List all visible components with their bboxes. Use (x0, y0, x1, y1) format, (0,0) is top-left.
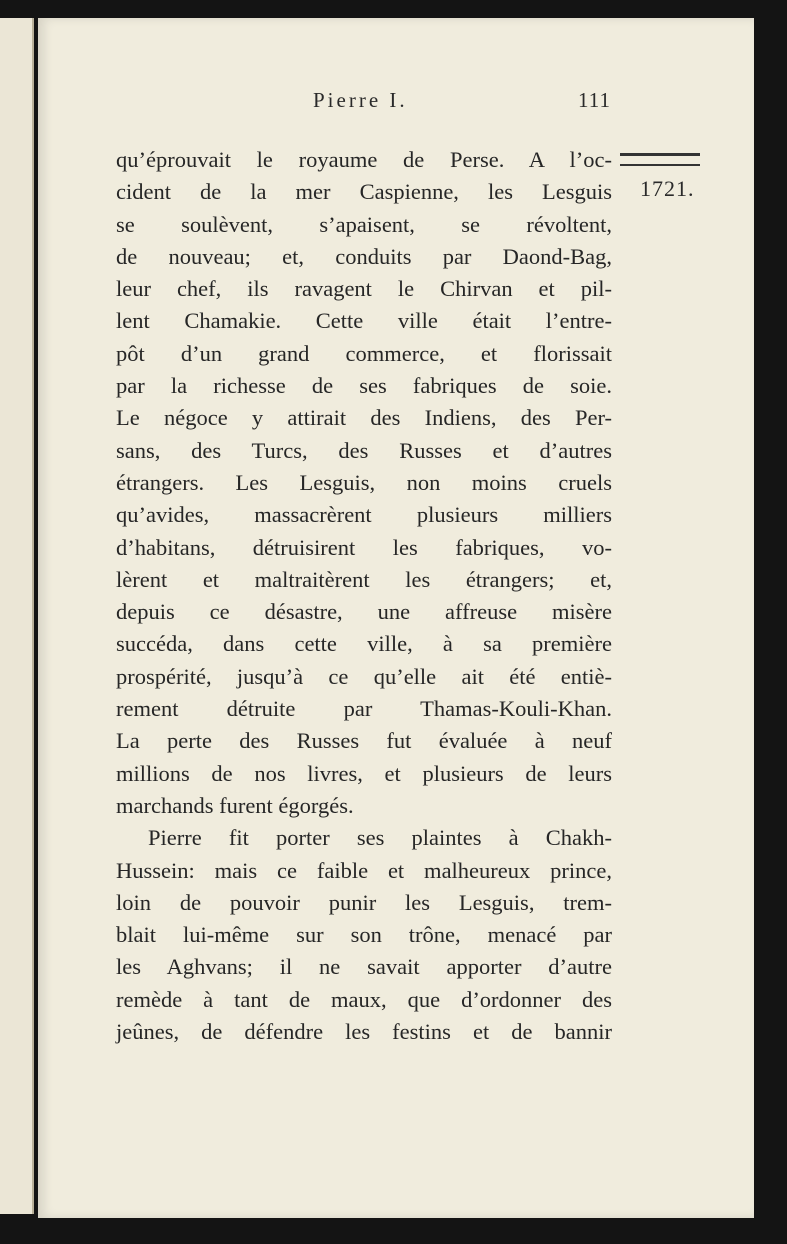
margin-rule (620, 153, 700, 166)
text-line: Pierre fit porter ses plaintes à Chakh- (148, 825, 612, 851)
text-line: loin de pouvoir punir les Lesguis, trem- (116, 889, 612, 915)
text-line: jeûnes, de défendre les festins et de bannir (116, 1019, 612, 1045)
text-line: cident de la mer Caspienne, les Lesguis (116, 179, 612, 205)
text-line: marchands furent égorgés. (116, 792, 354, 818)
text-line: rement détruite par Thamas-Kouli-Khan. (116, 696, 612, 722)
text-line: depuis ce désastre, une affreuse misère (116, 599, 612, 625)
text-line: Hussein: mais ce faible et malheureux prince, (116, 857, 612, 883)
text-line: remède à tant de maux, que d’ordonner des (116, 986, 612, 1012)
text-line: millions de nos livres, et plusieurs de leurs (116, 760, 612, 786)
text-line: pôt d’un grand commerce, et florissait (116, 340, 612, 366)
text-line: qu’avides, massacrèrent plusieurs milliers (116, 502, 612, 528)
text-line: de nouveau; et, conduits par Daond-Bag, (116, 243, 612, 269)
text-line: d’habitans, détruisirent les fabriques, vo- (116, 534, 612, 560)
text-line: sans, des Turcs, des Russes et d’autres (116, 437, 612, 463)
margin-year: 1721. (640, 176, 695, 201)
text-line: leur chef, ils ravagent le Chirvan et pil- (116, 276, 612, 302)
body-text (116, 144, 612, 1048)
page-number: 111 (578, 88, 611, 112)
facing-page-edge (0, 18, 34, 1214)
text-line: Le négoce y attirait des Indiens, des Per- (116, 405, 612, 431)
text-line: lent Chamakie. Cette ville était l’entre- (116, 308, 612, 334)
text-line: étrangers. Les Lesguis, non moins cruels (116, 469, 612, 495)
text-line: blait lui-même sur son trône, menacé par (116, 922, 612, 948)
text-line: par la richesse de ses fabriques de soie. (116, 373, 612, 399)
text-line: qu’éprouvait le royaume de Perse. A l’oc- (116, 147, 612, 172)
running-head-title: Pierre I. (313, 88, 408, 112)
text-line: prospérité, jusqu’à ce qu’elle ait été entiè- (116, 663, 612, 689)
running-head (38, 88, 754, 118)
text-line: lèrent et maltraitèrent les étrangers; et, (116, 566, 612, 592)
text-line: La perte des Russes fut évaluée à neuf (116, 728, 612, 754)
text-line: se soulèvent, s’apaisent, se révoltent, (116, 211, 612, 237)
text-line: les Aghvans; il ne savait apporter d’autre (116, 954, 612, 980)
text-line: succéda, dans cette ville, à sa première (116, 631, 612, 657)
